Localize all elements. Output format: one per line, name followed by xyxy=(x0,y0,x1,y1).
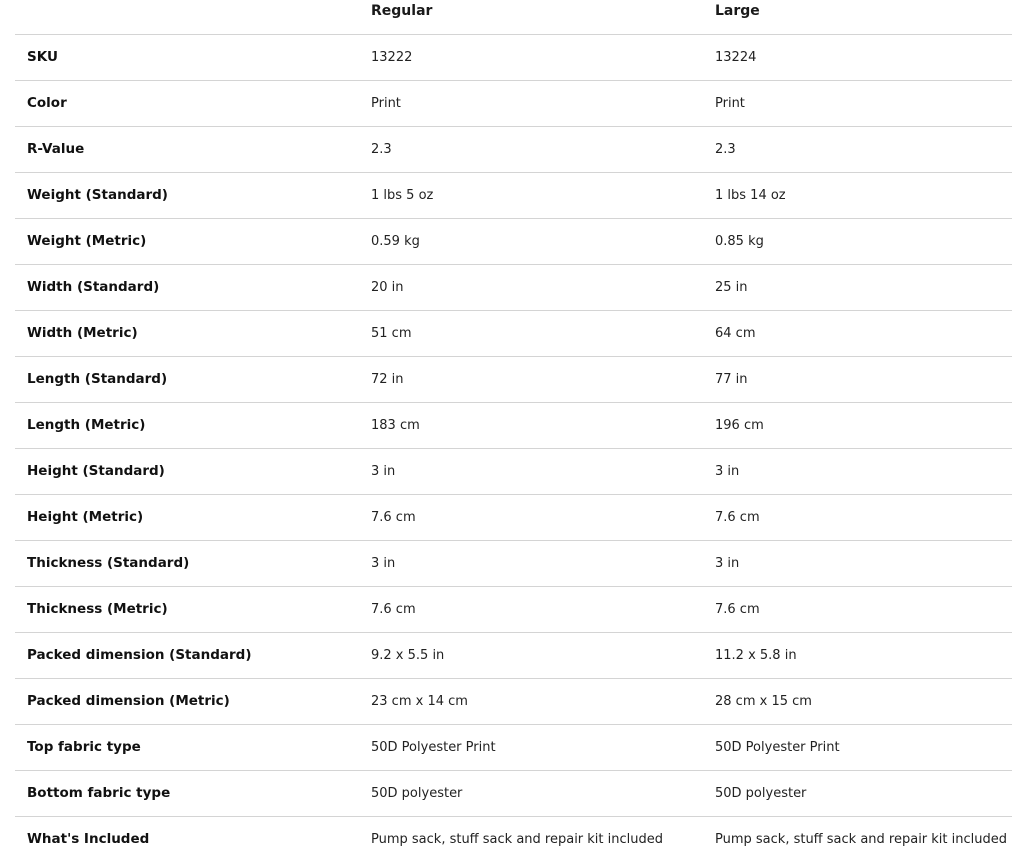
large-value: 50D Polyester Print xyxy=(703,724,1012,770)
large-value: Pump sack, stuff sack and repair kit included xyxy=(715,831,1007,847)
spec-label: Bottom fabric type xyxy=(15,770,359,816)
regular-value: 13222 xyxy=(359,34,703,80)
table-row xyxy=(15,402,1012,448)
large-value: 25 in xyxy=(703,264,1012,310)
large-value: 28 cm x 15 cm xyxy=(703,678,1012,724)
spec-label: Weight (Standard) xyxy=(15,172,359,218)
spec-label: What's Included xyxy=(27,831,150,848)
regular-value: 20 in xyxy=(359,264,703,310)
large-value: 77 in xyxy=(703,356,1012,402)
large-value: 1 lbs 14 oz xyxy=(703,172,1012,218)
spec-label: Thickness (Standard) xyxy=(15,540,359,586)
large-value: 13224 xyxy=(703,34,1012,80)
table-row xyxy=(15,356,1012,402)
table-row xyxy=(15,448,1012,494)
large-value: 3 in xyxy=(703,448,1012,494)
regular-value: 3 in xyxy=(359,448,703,494)
spec-label: Packed dimension (Metric) xyxy=(15,678,359,724)
table-row xyxy=(15,770,1012,816)
spec-label: Height (Metric) xyxy=(15,494,359,540)
table-row xyxy=(15,172,1012,218)
table-row xyxy=(15,494,1012,540)
regular-value: 0.59 kg xyxy=(359,218,703,264)
large-value: 2.3 xyxy=(703,126,1012,172)
table-row xyxy=(15,264,1012,310)
table-row xyxy=(15,586,1012,632)
large-value: 196 cm xyxy=(703,402,1012,448)
large-value: 7.6 cm xyxy=(703,494,1012,540)
table-row xyxy=(15,816,1012,862)
regular-value: 1 lbs 5 oz xyxy=(359,172,703,218)
large-value: 3 in xyxy=(703,540,1012,586)
spec-label: Thickness (Metric) xyxy=(15,586,359,632)
large-value: 11.2 x 5.8 in xyxy=(703,632,1012,678)
regular-value: 2.3 xyxy=(359,126,703,172)
table-row xyxy=(15,218,1012,264)
header-row xyxy=(15,0,1012,34)
regular-value: 51 cm xyxy=(359,310,703,356)
regular-value: Pump sack, stuff sack and repair kit included xyxy=(371,831,663,847)
spec-label: Width (Metric) xyxy=(15,310,359,356)
table-row xyxy=(15,310,1012,356)
header-label-column xyxy=(15,0,359,34)
large-value: 64 cm xyxy=(703,310,1012,356)
regular-value: 183 cm xyxy=(359,402,703,448)
table-row xyxy=(15,540,1012,586)
regular-value: 72 in xyxy=(359,356,703,402)
table-row xyxy=(15,34,1012,80)
large-value: Print xyxy=(703,80,1012,126)
spec-label: Color xyxy=(15,80,359,126)
spec-label: Packed dimension (Standard) xyxy=(15,632,359,678)
table-row xyxy=(15,80,1012,126)
spec-label: SKU xyxy=(15,34,359,80)
table-row xyxy=(15,632,1012,678)
large-value: 0.85 kg xyxy=(703,218,1012,264)
spec-table-body xyxy=(15,34,1012,862)
large-value: 50D polyester xyxy=(703,770,1012,816)
header-large-column: Large xyxy=(703,0,1012,34)
spec-label: Length (Metric) xyxy=(15,402,359,448)
spec-label: Height (Standard) xyxy=(15,448,359,494)
table-row xyxy=(15,724,1012,770)
spec-label: Top fabric type xyxy=(15,724,359,770)
large-value: 7.6 cm xyxy=(703,586,1012,632)
header-regular-column: Regular xyxy=(359,0,703,34)
spec-label: Width (Standard) xyxy=(15,264,359,310)
regular-value: 50D Polyester Print xyxy=(359,724,703,770)
spec-table xyxy=(15,0,1012,862)
regular-value: 23 cm x 14 cm xyxy=(359,678,703,724)
spec-label: Weight (Metric) xyxy=(15,218,359,264)
spec-table-header xyxy=(15,0,1012,34)
table-row xyxy=(15,126,1012,172)
regular-value: 50D polyester xyxy=(359,770,703,816)
spec-label: Length (Standard) xyxy=(15,356,359,402)
regular-value: 3 in xyxy=(359,540,703,586)
regular-value: Print xyxy=(359,80,703,126)
table-row xyxy=(15,678,1012,724)
regular-value: 9.2 x 5.5 in xyxy=(359,632,703,678)
spec-label: R-Value xyxy=(15,126,359,172)
regular-value: 7.6 cm xyxy=(359,494,703,540)
regular-value: 7.6 cm xyxy=(359,586,703,632)
